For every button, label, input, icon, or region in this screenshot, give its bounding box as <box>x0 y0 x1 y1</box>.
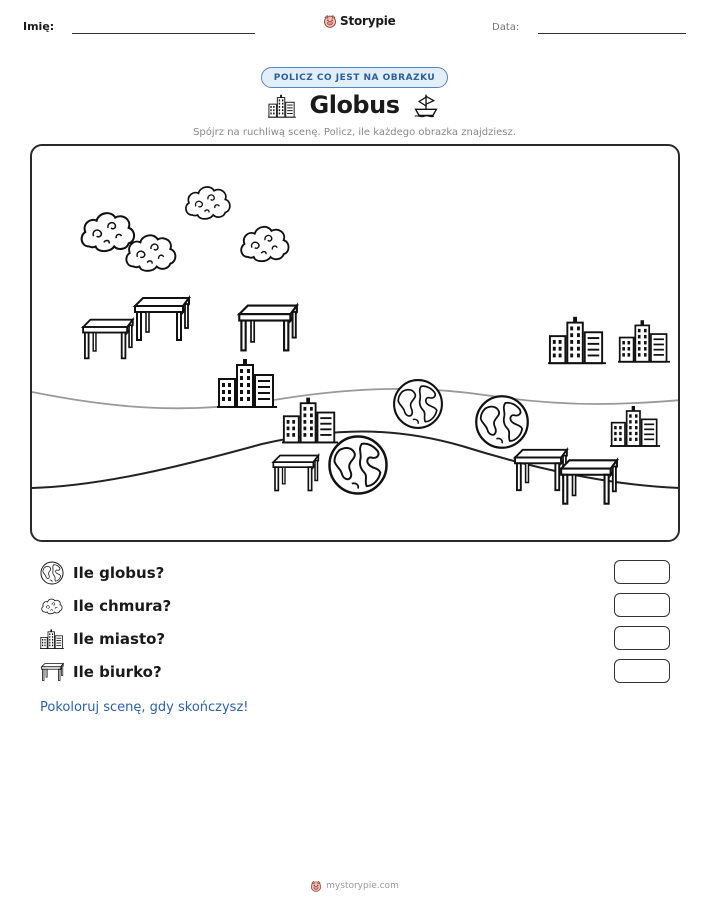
brand-text: Storypie <box>340 14 396 28</box>
scene-illustration <box>32 146 680 542</box>
city-icon <box>40 627 64 651</box>
question-row <box>40 560 670 586</box>
desk-icon <box>239 306 297 351</box>
question-row <box>40 626 670 652</box>
ship-icon <box>413 92 439 118</box>
date-line[interactable] <box>538 33 686 34</box>
question-text: Ile miasto? <box>73 630 166 648</box>
desk-icon <box>83 320 133 359</box>
desk-icon <box>135 298 189 340</box>
footer-url[interactable]: mystorypie.com <box>326 881 399 891</box>
city-icon <box>217 359 277 407</box>
subtitle: Spójrz na ruchliwą scenę. Policz, ile każdego obrazka znajdziesz. <box>193 127 516 138</box>
pig-logo-icon <box>310 880 322 892</box>
answer-box[interactable] <box>614 593 670 617</box>
globe-icon <box>329 436 386 493</box>
city-icon <box>282 398 338 443</box>
answer-box[interactable] <box>614 659 670 683</box>
question-text: Ile chmura? <box>73 597 172 615</box>
cloud-icon <box>241 227 288 261</box>
name-line[interactable] <box>72 33 255 34</box>
desk-icon <box>515 450 567 490</box>
counting-scene <box>30 144 680 542</box>
city-icon <box>610 406 660 446</box>
question-row <box>40 593 670 619</box>
coloring-note: Pokoloruj scenę, gdy skończysz! <box>40 700 249 715</box>
answer-box[interactable] <box>614 626 670 650</box>
question-row <box>40 659 670 685</box>
brand-logo <box>323 14 396 28</box>
globe-icon <box>476 396 528 448</box>
footer <box>0 880 709 892</box>
question-text: Ile biurko? <box>73 663 162 681</box>
question-text: Ile globus? <box>73 564 165 582</box>
city-icon <box>618 320 670 362</box>
cloud-icon <box>186 187 230 219</box>
globe-icon <box>394 380 442 428</box>
cloud-icon <box>40 594 64 618</box>
name-label: Imię: <box>23 20 55 33</box>
desk-icon <box>40 660 64 684</box>
page-title: Globus <box>309 91 400 119</box>
answer-box[interactable] <box>614 560 670 584</box>
city-icon <box>548 317 606 363</box>
instruction-badge: POLICZ CO JEST NA OBRAZKU <box>261 67 448 88</box>
date-label: Data: <box>492 22 520 33</box>
cloud-icon <box>82 213 134 251</box>
globe-icon <box>40 561 64 585</box>
desk-icon <box>273 456 318 491</box>
desk-icon <box>561 460 617 503</box>
pig-logo-icon <box>323 14 337 28</box>
